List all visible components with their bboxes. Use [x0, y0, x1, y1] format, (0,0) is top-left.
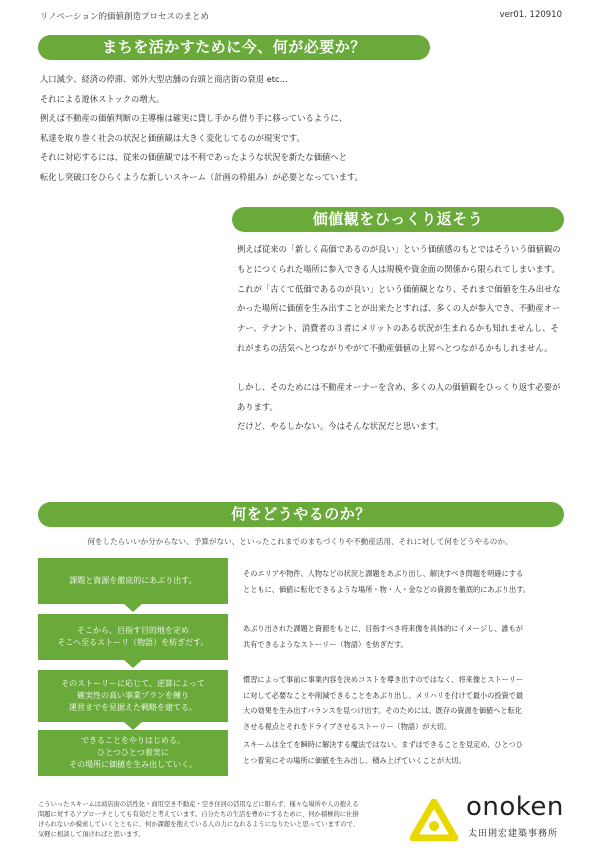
step-box-text: できることをやりはじめる。	[81, 736, 185, 745]
step-description-line: とつ着実にその場所に価値を生み出し、積み上げていくことが大切。	[243, 755, 466, 765]
step-description-line: 共有できるようなストーリー（物語）を紡ぎだす。	[243, 639, 408, 649]
section2-paragraph: しかし、そのためには不動産オーナーを含め、多くの人の価値観をひっくり返す必要があります。	[237, 381, 561, 412]
step-description-3	[243, 672, 568, 734]
footnote-line: 気軽に相談して頂ければと思います。	[38, 831, 145, 838]
section3-subtitle: 何をしたらいいか分からない、予算がない、といったこれまでのまちづくりや不動産活用、それに対して何をどうやるのか。	[87, 537, 513, 546]
step-box-text: そのストーリーに応じて、逆算によって	[61, 679, 205, 688]
step-box-text: ひとつひとつ着実に	[97, 748, 169, 757]
step-description-line: 大の効果を生み出すバランスを見つけ出す。そのためには、既存の資源を価値へと転化	[243, 706, 522, 715]
step-description-line: 慣習によって事前に事業内容を決めコストを導き出すのではなく、将来像とストーリー	[243, 675, 524, 684]
step-box-text: その場所に価値を生み出していく。	[69, 760, 197, 769]
logo-subtitle: 太田則宏建築事務所	[468, 829, 559, 839]
step-description-line: に対して必要なことや削減できることをあぶり出し、メリハリを付けて最小の投資で最	[243, 690, 524, 700]
step-box-4	[38, 730, 228, 776]
section3-title: 何をどうやるのか？	[38, 502, 564, 527]
section2-title: 価値観をひっくり返そう	[232, 207, 564, 232]
step-description-4	[243, 737, 568, 768]
section1-line: 私達を取り巻く社会の状況と価値観は大きく変化してるのが現実です。	[40, 132, 305, 143]
step-description-2	[243, 621, 568, 652]
step-box-3	[38, 670, 228, 722]
step-box-1	[38, 558, 228, 604]
step-description-line: スキームは全てを瞬時に解決する魔法ではない。まずはできることを見定め、ひとつひ	[243, 740, 523, 749]
step-box-text: 確実性の高い事業プランを練り	[77, 691, 189, 700]
section1-line: それによる遊休ストックの増大。	[40, 93, 165, 104]
arrow-down-icon	[124, 660, 142, 668]
arrow-down-icon	[124, 722, 142, 730]
step-description-line: とともに、価値に転化できるような場所・物・人・金などの資源を徹底的にあぶり出す。	[243, 584, 530, 594]
section2-paragraph: これが「古くて低価であるのが良い」という価値観となり、それまで価値を生み出せなかった場所に価値を生み出すことが出来たとすれば、多くの人が参入でき、不動産オーナー、テナント、消費者の３者にメリットのある状況が生まれるかも知れませんし、それがまちの活気へとつながりやがて不動産価値の上昇へとつながるかもしれません。	[237, 283, 561, 353]
footnote-line: けられないか模索していくとともに、何か課題を抱えている人の力になれるようになりたいと思っていますので、	[38, 821, 360, 828]
logo-name: onoken	[466, 792, 564, 822]
section2-paragraph: 例えば従来の「新しく高価であるのが良い」という価値感のもとではそういう価値観のもとにつくられた場所に参入できる人は規模や資金面の関係から限られてしまいます。	[237, 244, 561, 274]
version-label: ver01. 120910	[499, 10, 562, 20]
section1-title: まちを活かすために今、何が必要か？	[38, 35, 430, 60]
step-box-text: 運営までを見据えた戦略を建てる。	[69, 703, 197, 712]
section2-paragraph: だけど、やるしかない。今はそんな状況だと思います。	[237, 421, 444, 432]
arrow-down-icon	[124, 604, 142, 612]
section1-line: 転化し突破口をひらくような新しいスキーム（計画の枠組み）が必要となっています。	[40, 171, 363, 182]
step-description-1	[243, 566, 568, 597]
step-description-line: あぶり出された課題と資源をもとに、目指すべき将来像を具体的にイメージし、誰もが	[243, 624, 523, 633]
section2-body	[237, 240, 565, 437]
step-box-text: そこから、目指す目的地を定め	[77, 626, 189, 635]
logo-mark-icon	[410, 799, 458, 841]
document-title: リノベーション的価値創造プロセスのまとめ	[40, 12, 209, 22]
step-description-line: そのエリアや物件、人物などの状況と課題をあぶり出し、解決すべき問題を明確にする	[243, 569, 524, 578]
step-box-text: そこへ至るストーリ（物語）を紡ぎだす。	[57, 638, 209, 647]
step-description-line: させる視点とそれをドライブさせるストーリー（物語）が大切。	[243, 721, 452, 731]
footnote-line: 問題に対するアプローチとしても有効だと考えています。自分たちの生活を豊かにするために、何か積極的に仕掛	[38, 811, 359, 818]
footnote	[38, 800, 398, 840]
section1-line: 例えば不動産の価値判断の主導権は確実に貸し手から借り手に移っているように、	[40, 113, 347, 123]
section1-line: 人口減少、経済の停滞、郊外大型店舗の台頭と商店街の衰退 etc...	[40, 74, 288, 84]
step-box-text: 課題と資源を徹底的にあぶり出す。	[69, 576, 197, 585]
section1-line: それに対応するには、従来の価値観では不利であったような状況を新たな価値へと	[40, 152, 347, 162]
step-box-2	[38, 614, 228, 660]
section1-body	[40, 70, 560, 187]
footnote-line: こういったスキームは商店街の活性化・商用空き不動産・空き住居の活用などに限らず、様々な場所や人の抱える	[38, 801, 359, 808]
